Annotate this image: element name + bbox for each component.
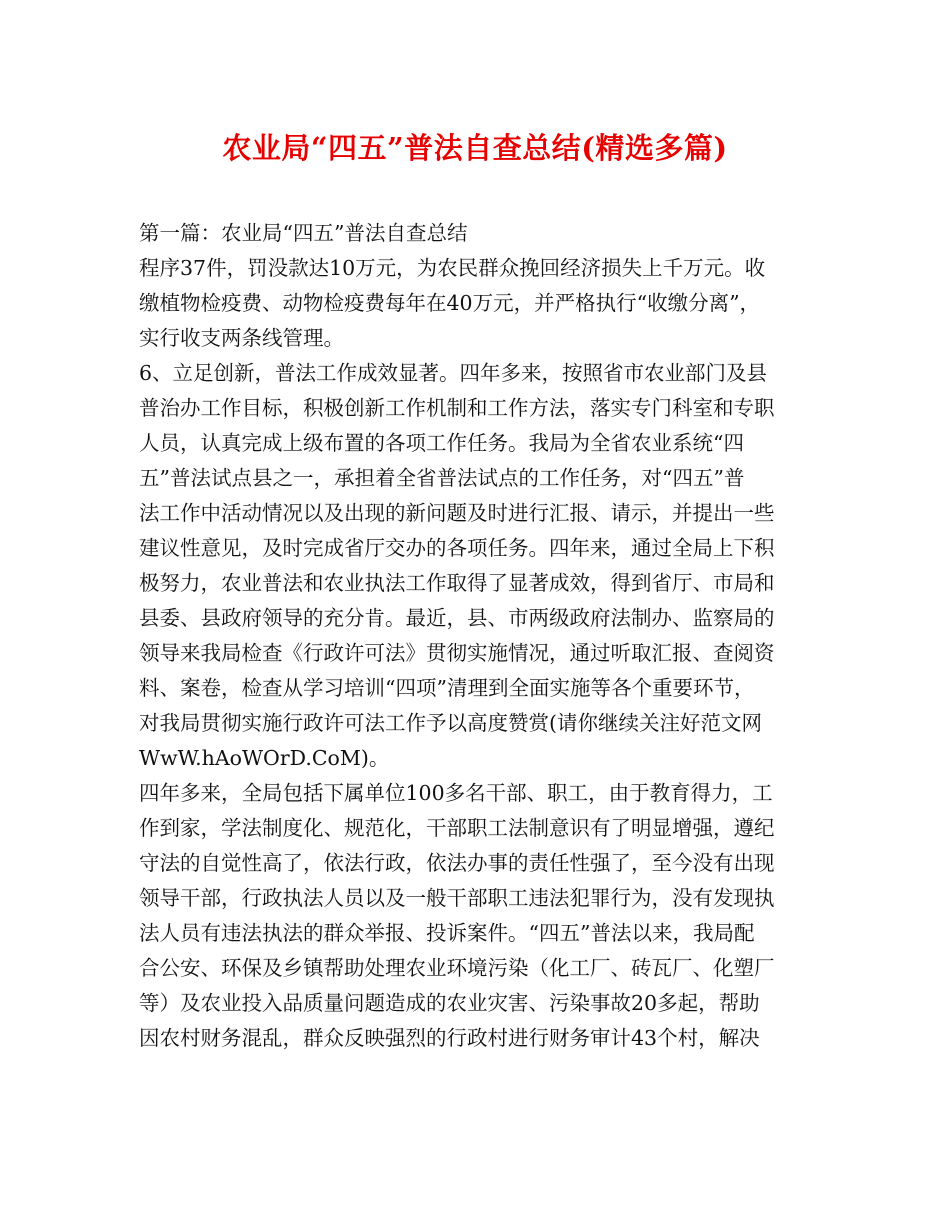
body-line: 实行收支两条线管理。	[139, 326, 344, 350]
body-line: 极努力，农业普法和农业执法工作取得了显著成效，得到省厅、市局和	[139, 571, 775, 595]
body-line: 四年多来，全局包括下属单位100多名干部、职工，由于教育得力，工	[139, 781, 773, 805]
body-line: 建议性意见，及时完成省厅交办的各项任务。四年来，通过全局上下积	[139, 536, 775, 560]
body-line: 缴植物检疫费、动物检疫费每年在40万元，并严格执行“收缴分离”，	[139, 291, 761, 315]
body-line: 料、案卷，检查从学习培训“四项”清理到全面实施等各个重要环节，	[139, 676, 755, 700]
body-line: 五”普法试点县之一，承担着全省普法试点的工作任务，对“四五”普	[139, 466, 745, 490]
body-line: WwW.hAoWOrD.CoM)。	[139, 746, 390, 770]
body-line: 等）及农业投入品质量问题造成的农业灾害、污染事故20多起，帮助	[139, 991, 760, 1015]
body-line: 人员，认真完成上级布置的各项工作任务。我局为全省农业系统“四	[139, 431, 744, 455]
body-line: 作到家，学法制度化、规范化，干部职工法制意识有了明显增强，遵纪	[139, 816, 775, 840]
body-line: 合公安、环保及乡镇帮助处理农业环境污染（化工厂、砖瓦厂、化塑厂	[139, 956, 775, 980]
body-line: 县委、县政府领导的充分肯。最近，县、市两级政府法制办、监察局的	[139, 606, 775, 630]
body-line: 因农村财务混乱，群众反映强烈的行政村进行财务审计43个村，解决	[139, 1026, 760, 1050]
body-line: 程序37件，罚没款达10万元，为农民群众挽回经济损失上千万元。收	[139, 256, 766, 280]
document-body	[139, 216, 829, 1056]
body-line: 对我局贯彻实施行政许可法工作予以高度赞赏(请你继续关注好范文网	[139, 711, 762, 735]
body-line: 法工作中活动情况以及出现的新问题及时进行汇报、请示，并提出一些	[139, 501, 775, 525]
body-line: 守法的自觉性高了，依法行政，依法办事的责任性强了，至今没有出现	[139, 851, 775, 875]
body-line: 领导干部，行政执法人员以及一般干部职工违法犯罪行为，没有发现执	[139, 886, 775, 910]
body-line: 第一篇：农业局“四五”普法自查总结	[139, 221, 468, 245]
body-line: 普治办工作目标，积极创新工作机制和工作方法，落实专门科室和专职	[139, 396, 775, 420]
body-line: 领导来我局检查《行政许可法》贯彻实施情况，通过听取汇报、查阅资	[139, 641, 775, 665]
body-line: 法人员有违法执法的群众举报、投诉案件。“四五”普法以来，我局配	[139, 921, 755, 945]
body-line: 6、立足创新，普法工作成效显著。四年多来，按照省市农业部门及县	[139, 361, 768, 385]
document-title: 农业局“四五”普法自查总结(精选多篇)	[222, 131, 728, 165]
